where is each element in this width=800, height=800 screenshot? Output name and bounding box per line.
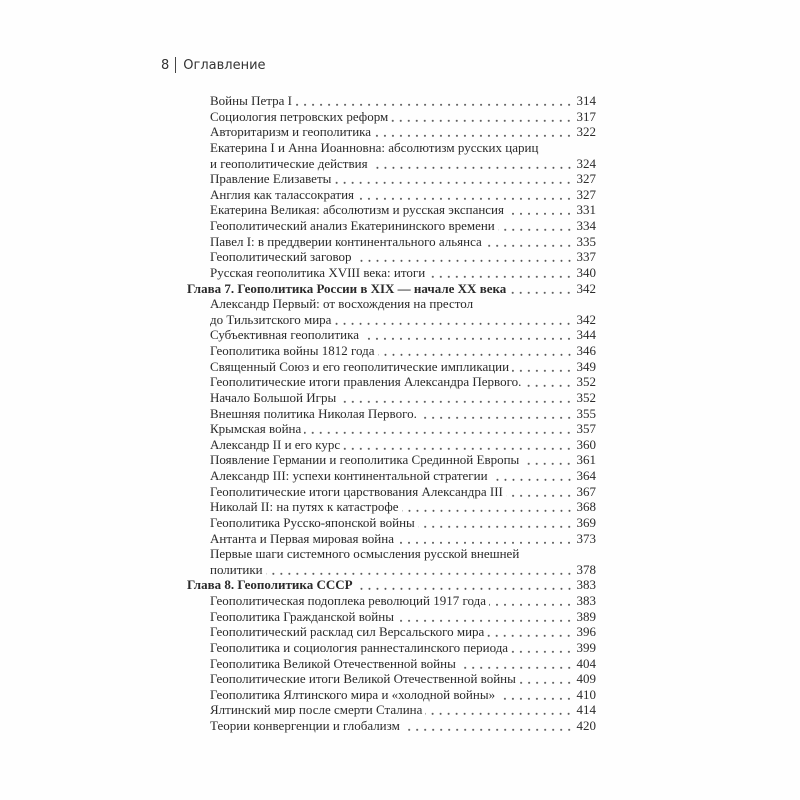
- entry-title: Геополитические итоги царствования Александра III: [210, 483, 503, 499]
- entry-title: политики: [210, 561, 263, 577]
- entry-page-number: 378: [576, 561, 596, 577]
- dot-leader: [295, 93, 573, 109]
- entry-page-number: 364: [576, 468, 596, 483]
- entry-page-number: 317: [576, 108, 596, 124]
- entry-title: Внешняя политика Николая Первого.: [210, 405, 417, 421]
- entry-page-number: 355: [576, 405, 596, 421]
- entry-page-number: 322: [576, 124, 596, 140]
- entry-title: Антанта и Первая мировая война: [210, 530, 394, 546]
- dot-leader: [489, 593, 573, 609]
- dot-leader: [509, 281, 573, 297]
- dot-leader: [428, 265, 573, 281]
- entry-title: Теории конвергенции и глобализм: [210, 718, 400, 733]
- toc-section-entry: [187, 531, 596, 547]
- entry-page-number: 346: [576, 343, 596, 358]
- toc-section-entry: [187, 327, 596, 343]
- entry-page-number: 404: [576, 655, 596, 671]
- dot-leader: [524, 374, 573, 390]
- toc-section-entry: [187, 546, 596, 562]
- entry-page-number: 327: [576, 186, 596, 202]
- entry-page-number: 327: [576, 171, 596, 187]
- entry-page-number: 352: [576, 374, 596, 390]
- entry-page-number: 409: [576, 671, 596, 687]
- dot-leader: [485, 234, 573, 250]
- entry-title: Геополитическая подоплека революций 1917 года: [210, 593, 486, 608]
- dot-leader: [334, 171, 573, 187]
- toc-section-entry: [187, 593, 596, 609]
- dot-leader: [374, 124, 573, 140]
- entry-title: Геополитический заговор: [210, 249, 352, 265]
- toc-section-entry: [187, 718, 596, 734]
- entry-page-number: 373: [576, 530, 596, 546]
- toc-chapter-entry: [187, 577, 596, 593]
- toc-section-entry: [187, 202, 596, 218]
- toc-section-entry: [187, 312, 596, 328]
- toc-section-entry: [187, 515, 596, 531]
- entry-title: Социология петровских реформ: [210, 108, 389, 124]
- toc-section-entry: [187, 265, 596, 281]
- dot-leader: [371, 156, 573, 172]
- toc-section-entry: [187, 562, 596, 578]
- entry-title: Александр II и его курс: [210, 436, 341, 452]
- dot-leader: [378, 343, 573, 359]
- toc-section-entry: [187, 468, 596, 484]
- dot-leader: [397, 609, 573, 625]
- page-number: 8: [161, 57, 170, 73]
- toc-section-entry: [187, 93, 596, 109]
- toc-section-entry: [187, 109, 596, 125]
- entry-page-number: 342: [576, 280, 596, 296]
- dot-leader: [487, 624, 573, 640]
- entry-page-number: 352: [576, 389, 596, 405]
- entry-title: Геополитика Ялтинского мира и «холодной войны»: [210, 686, 496, 702]
- entry-page-number: 337: [576, 249, 596, 265]
- dot-leader: [506, 484, 573, 500]
- entry-title: Геополитика Великой Отечественной войны: [210, 655, 456, 671]
- toc-section-entry: [187, 484, 596, 500]
- entry-page-number: 349: [576, 358, 596, 374]
- entry-page-number: 334: [576, 218, 596, 233]
- toc-section-entry: [187, 171, 596, 187]
- entry-title: Первые шаги системного осмысления русской внешней: [210, 546, 520, 562]
- dot-leader: [266, 562, 573, 578]
- entry-title: Войны Петра I: [210, 93, 292, 108]
- entry-page-number: 335: [576, 233, 596, 249]
- dot-leader: [357, 187, 573, 203]
- toc-section-entry: [187, 374, 596, 390]
- dot-leader: [355, 249, 573, 265]
- dot-leader: [391, 109, 573, 125]
- entry-title: Екатерина Великая: абсолютизм и русская экспансия: [210, 202, 504, 218]
- entry-title: Начало Большой Игры: [210, 389, 337, 405]
- entry-title: Геополитика Гражданской войны: [210, 608, 394, 624]
- dot-leader: [402, 499, 573, 515]
- entry-title: Глава 8. Геополитика СССР: [187, 577, 353, 593]
- entry-title: и геополитические действия: [210, 155, 368, 171]
- toc-section-entry: [187, 671, 596, 687]
- dot-leader: [507, 202, 573, 218]
- toc-section-entry: [187, 187, 596, 203]
- dot-leader: [498, 687, 573, 703]
- entry-title: Николай II: на путях к катастрофе: [210, 499, 399, 515]
- toc-section-entry: [187, 499, 596, 515]
- toc-section-entry: [187, 687, 596, 703]
- entry-title: Священный Союз и его геополитические импликации: [210, 358, 510, 374]
- toc-section-entry: [187, 218, 596, 234]
- dot-leader: [425, 702, 573, 718]
- dot-leader: [511, 640, 573, 656]
- header-divider: [175, 57, 176, 73]
- entry-title: Павел I: в преддверии континентального альянса: [210, 233, 482, 249]
- entry-page-number: 369: [576, 514, 596, 530]
- entry-title: Геополитические итоги правления Александра Первого.: [210, 374, 522, 390]
- entry-title: Субъективная геополитика: [210, 327, 360, 343]
- toc-section-entry: [187, 624, 596, 640]
- toc-section-entry: [187, 156, 596, 172]
- entry-title: Ялтинский мир после смерти Сталина: [210, 702, 423, 718]
- dot-leader: [343, 437, 573, 453]
- running-header: [161, 57, 266, 73]
- dot-leader: [304, 421, 573, 437]
- entry-page-number: 367: [576, 483, 596, 499]
- entry-page-number: 383: [576, 593, 596, 608]
- toc-section-entry: [187, 640, 596, 656]
- toc-chapter-entry: [187, 281, 596, 297]
- entry-title: Авторитаризм и геополитика: [210, 124, 372, 140]
- toc-section-entry: [187, 437, 596, 453]
- dot-leader: [498, 218, 573, 234]
- entry-title: Правление Елизаветы: [210, 171, 332, 187]
- entry-page-number: 314: [576, 93, 596, 108]
- entry-page-number: 396: [576, 624, 596, 640]
- dot-leader: [491, 468, 573, 484]
- entry-page-number: 331: [576, 202, 596, 218]
- entry-page-number: 410: [576, 686, 596, 702]
- toc-section-entry: [187, 421, 596, 437]
- entry-title: Александр III: успехи континентальной стратегии: [210, 468, 488, 483]
- entry-page-number: 340: [576, 264, 596, 280]
- dot-leader: [397, 531, 573, 547]
- toc-section-entry: [187, 124, 596, 140]
- dot-leader: [418, 515, 573, 531]
- entry-page-number: 324: [576, 155, 596, 171]
- entry-page-number: 420: [576, 718, 596, 733]
- dot-leader: [420, 406, 573, 422]
- entry-title: Геополитические итоги Великой Отечественной войны: [210, 671, 516, 687]
- entry-page-number: 414: [576, 702, 596, 718]
- toc-section-entry: [187, 702, 596, 718]
- entry-page-number: 361: [576, 452, 596, 468]
- entry-title: Англия как талассократия: [210, 186, 355, 202]
- toc-section-entry: [187, 452, 596, 468]
- dot-leader: [339, 390, 573, 406]
- entry-title: Глава 7. Геополитика России в XIX — начале XX века: [187, 280, 507, 296]
- toc-section-entry: [187, 234, 596, 250]
- toc-section-entry: [187, 406, 596, 422]
- dot-leader: [519, 671, 573, 687]
- toc-section-entry: [187, 249, 596, 265]
- entry-title: Геополитика Русско-японской войны: [210, 514, 415, 530]
- toc-section-entry: [187, 359, 596, 375]
- entry-title: Появление Германии и геополитика Срединной Европы: [210, 452, 520, 468]
- entry-title: Геополитический анализ Екатерининского времени: [210, 218, 495, 233]
- entry-title: Геополитический расклад сил Версальского мира: [210, 624, 485, 640]
- entry-title: до Тильзитского мира: [210, 311, 332, 327]
- entry-title: Геополитика и социология раннесталинского периода: [210, 639, 509, 655]
- entry-title: Александр Первый: от восхождения на престол: [210, 296, 474, 312]
- toc-section-entry: [187, 140, 596, 156]
- entry-title: Русская геополитика XVIII века: итоги: [210, 264, 426, 280]
- entry-title: Геополитика войны 1812 года: [210, 343, 375, 358]
- dot-leader: [334, 312, 573, 328]
- entry-page-number: 344: [576, 327, 596, 343]
- entry-page-number: 357: [576, 421, 596, 437]
- toc-section-entry: [187, 343, 596, 359]
- entry-page-number: 399: [576, 639, 596, 655]
- entry-page-number: 383: [576, 577, 596, 593]
- dot-leader: [512, 359, 573, 375]
- dot-leader: [362, 327, 573, 343]
- toc-section-entry: [187, 609, 596, 625]
- toc-section-entry: [187, 656, 596, 672]
- entry-page-number: 360: [576, 436, 596, 452]
- dot-leader: [356, 577, 573, 593]
- header-title: Оглавление: [183, 57, 266, 73]
- table-of-contents: [187, 93, 596, 734]
- entry-title: Крымская война: [210, 421, 302, 437]
- dot-leader: [522, 452, 573, 468]
- entry-title: Екатерина I и Анна Иоанновна: абсолютизм русских цариц: [210, 139, 539, 155]
- dot-leader: [459, 656, 573, 672]
- toc-section-entry: [187, 296, 596, 312]
- entry-page-number: 368: [576, 499, 596, 515]
- dot-leader: [403, 718, 573, 734]
- toc-section-entry: [187, 390, 596, 406]
- entry-page-number: 389: [576, 608, 596, 624]
- entry-page-number: 342: [576, 311, 596, 327]
